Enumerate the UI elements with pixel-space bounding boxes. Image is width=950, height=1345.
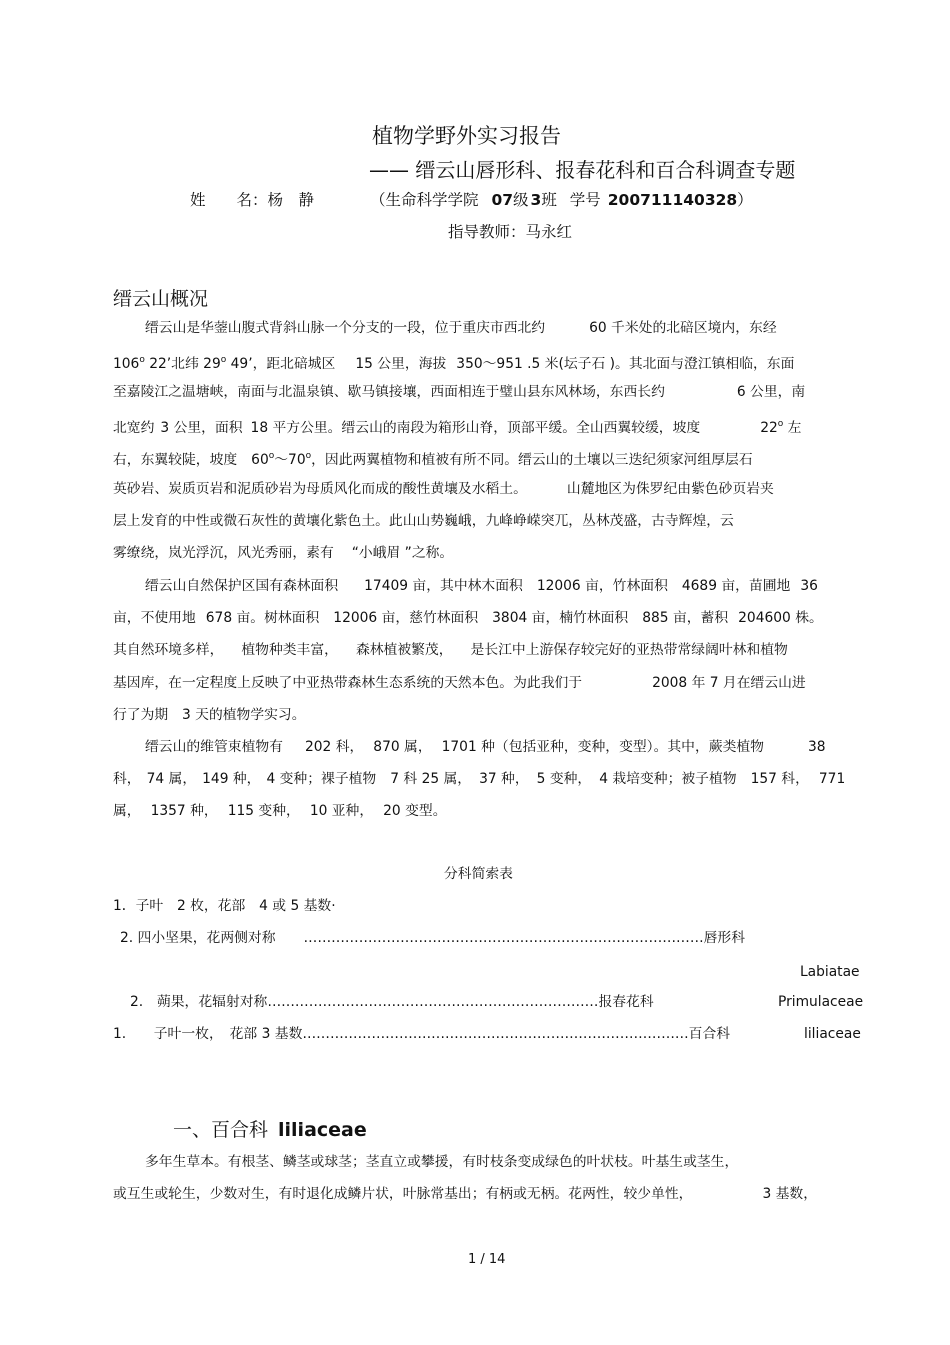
advisor-line (448, 220, 572, 242)
text: 38 (807, 739, 826, 755)
overview-heading: 缙云山概况 (113, 288, 209, 310)
page-number: 1 / 14 (468, 1252, 506, 1267)
text: 森林植被繁茂， (355, 642, 453, 658)
text: 是长江中上游保存较完好的亚热带常绿阔叶林和植物 (470, 642, 788, 658)
p3-line2 (113, 771, 845, 787)
school-open: （生命科学学院 (370, 191, 479, 209)
text: 2. 四小坚果，花两侧对称 (120, 930, 276, 946)
key-row-3: 2. 蒴果，花辐射对称………………………………………………………………报春花科 (130, 994, 654, 1010)
p1-line6 (113, 481, 774, 497)
text: liliaceae (278, 1119, 367, 1141)
text: 10 亚种， (309, 803, 374, 819)
section1-line2 (113, 1186, 817, 1202)
text: 17409 亩，其中林木面积 (364, 578, 523, 594)
text: 49’，距北碚城区 (226, 356, 336, 372)
text: 1357 种， (150, 803, 218, 819)
text: 204600 株。 (738, 610, 823, 626)
grade: 07 (491, 191, 514, 209)
text: 缙云山自然保护区国有森林面积 (145, 578, 339, 594)
author-line (190, 188, 314, 210)
text: 202 科， (304, 739, 364, 755)
text: 左 (783, 420, 802, 436)
p2-line2 (113, 610, 823, 626)
text: 350～951 .5 米(坛子石 )。其北面与澄江镇相临，东面 (456, 356, 795, 372)
degree-sup: o (305, 451, 312, 461)
class-unit: 班 (541, 191, 557, 209)
text: 4 栽培变种；被子植物 (599, 771, 737, 787)
p2-line5: 行了为期 3 天的植物学实习。 (113, 707, 306, 723)
p2-line4 (113, 675, 806, 691)
p1-line7: 层上发育的中性或微石灰性的黄壤化紫色土。此山山势巍峨，九峰峥嵘突兀，丛林茂盛，古寺辉煌，云 (113, 513, 734, 529)
text: 科， (113, 771, 141, 787)
text: 771 (818, 771, 846, 787)
text: 60 千米处的北碚区境内，东经 (589, 320, 777, 336)
text: 115 变种， (227, 803, 300, 819)
page-subtitle: —— 缙云山唇形科、报春花科和百合科调查专题 (369, 158, 796, 182)
section1-line1: 多年生草本。有根茎、鳞茎或球茎；茎直立或攀援，有时枝条变成绿色的叶状枝。叶基生或茎生， (145, 1154, 739, 1170)
text: 106 (113, 356, 140, 372)
text: 3804 亩，楠竹林面积 (492, 610, 629, 626)
text: 36 (800, 578, 818, 594)
p1-line3 (113, 384, 805, 400)
class-no: 3 (530, 191, 542, 209)
text: 6 公里，南 (736, 384, 806, 400)
p3-line3 (113, 803, 447, 819)
advisor-name: 马永红 (525, 223, 573, 241)
text: 60 (251, 452, 269, 468)
text: 一、百合科 (173, 1119, 269, 1141)
p1-line1 (145, 320, 777, 336)
text: 右，东翼较陡，坡度 (113, 452, 238, 468)
text: 20 变型。 (383, 803, 447, 819)
p3-line1 (145, 739, 826, 755)
text: 3 基数， (762, 1186, 818, 1202)
text: 其自然环境多样， (113, 642, 224, 658)
p2-line1 (145, 578, 818, 594)
text: 5 变种， (536, 771, 592, 787)
text: 678 亩。树林面积 (205, 610, 320, 626)
id-label: 学号 (569, 191, 601, 209)
text: 12006 亩，慈竹林面积 (333, 610, 479, 626)
text: 74 属， (146, 771, 197, 787)
text: “小峨眉 ”之称。 (351, 545, 454, 561)
text: 149 种， (202, 771, 261, 787)
key-row-1: 1．子叶 2 枚，花部 4 或 5 基数· (113, 898, 336, 914)
text: 157 科， (750, 771, 809, 787)
text: 22 (760, 420, 778, 436)
text: 或互生或轮生，少数对生，有时退化成鳞片状，叶脉常基出；有柄或无柄。花两性，较少单性， (113, 1186, 693, 1202)
text: 4689 亩，苗圃地 (681, 578, 791, 594)
text: 缙云山是华蓥山腹式背斜山脉一个分支的一段，位于重庆市西北约 (145, 320, 546, 336)
text: 1701 种（包括亚种，变种，变型）。其中，蕨类植物 (441, 739, 764, 755)
text: 基因库，在一定程度上反映了中亚热带森林生态系统的天然本色。为此我们于 (113, 675, 583, 691)
text: 7 科 25 属， (390, 771, 472, 787)
text: 15 公里，海拔 (355, 356, 447, 372)
text: 2008 年 7 月在缙云山进 (652, 675, 806, 691)
text: 3 公里，面积 (160, 420, 243, 436)
text: 22’北纬 29 (144, 356, 221, 372)
p1-line4 (113, 416, 801, 436)
text: 北宽约 (113, 420, 155, 436)
author-name: 杨 静 (267, 191, 315, 209)
text: 亩，不使用地 (113, 610, 196, 626)
student-id: 200711140328 (607, 191, 738, 209)
text: 870 属， (373, 739, 432, 755)
key-caption: 分科简索表 (444, 866, 513, 882)
text: 885 亩，蓄积 (642, 610, 729, 626)
key-row-4: 1. 子叶一枚， 花部 3 基数…………………………………………………………………………百合科 (113, 1026, 731, 1042)
p2-line3 (113, 642, 788, 658)
text: 英砂岩、炭质页岩和泥质砂岩为母质风化而成的酸性黄壤及水稻土。 (113, 481, 527, 497)
degree-sup: o (777, 419, 784, 429)
text: 属， (113, 803, 141, 819)
text: ，因此两翼植物和植被有所不同。缙云山的土壤以三迭纪须家河组厚层石 (311, 452, 753, 468)
text: 12006 亩，竹林面积 (536, 578, 668, 594)
key-row-2 (120, 930, 745, 946)
p1-line5 (113, 448, 753, 468)
text: 4 变种；裸子植物 (266, 771, 377, 787)
text: 18 平方公里。缙云山的南段为箱形山脊，顶部平缓。全山西翼较缓，坡度 (250, 420, 701, 436)
text: 雾缭绕，岚光浮沉，风光秀丽，素有 (113, 545, 334, 561)
advisor-label: 指导教师： (448, 223, 526, 241)
text: ～70 (274, 452, 306, 468)
school-line (370, 188, 753, 210)
text: 至嘉陵江之温塘峡，南面与北温泉镇、歇马镇接壤，西面相连于璧山县东风林场，东西长约 (113, 384, 665, 400)
page-title: 植物学野外实习报告 (372, 124, 561, 148)
text: 山麓地区为侏罗纪由紫色砂页岩夹 (566, 481, 774, 497)
text: 37 种， (479, 771, 529, 787)
text: 植物种类丰富， (241, 642, 338, 658)
degree-sup: o (268, 451, 275, 461)
text: 缙云山的维管束植物有 (145, 739, 283, 755)
author-label: 姓 名： (190, 191, 268, 209)
key-latin-primulaceae: Primulaceae (778, 994, 864, 1010)
degree-sup: o (220, 355, 227, 365)
p1-line2 (113, 352, 794, 372)
section1-heading (173, 1115, 367, 1142)
text: ……………………………………………………………………………唇形科 (303, 930, 746, 946)
p1-line8 (113, 545, 453, 561)
key-latin-labiatae: Labiatae (800, 964, 860, 980)
key-latin-liliaceae: liliaceae (804, 1026, 861, 1042)
grade-unit: 级 (513, 191, 529, 209)
school-close: ） (737, 191, 753, 209)
degree-sup: o (139, 355, 145, 365)
